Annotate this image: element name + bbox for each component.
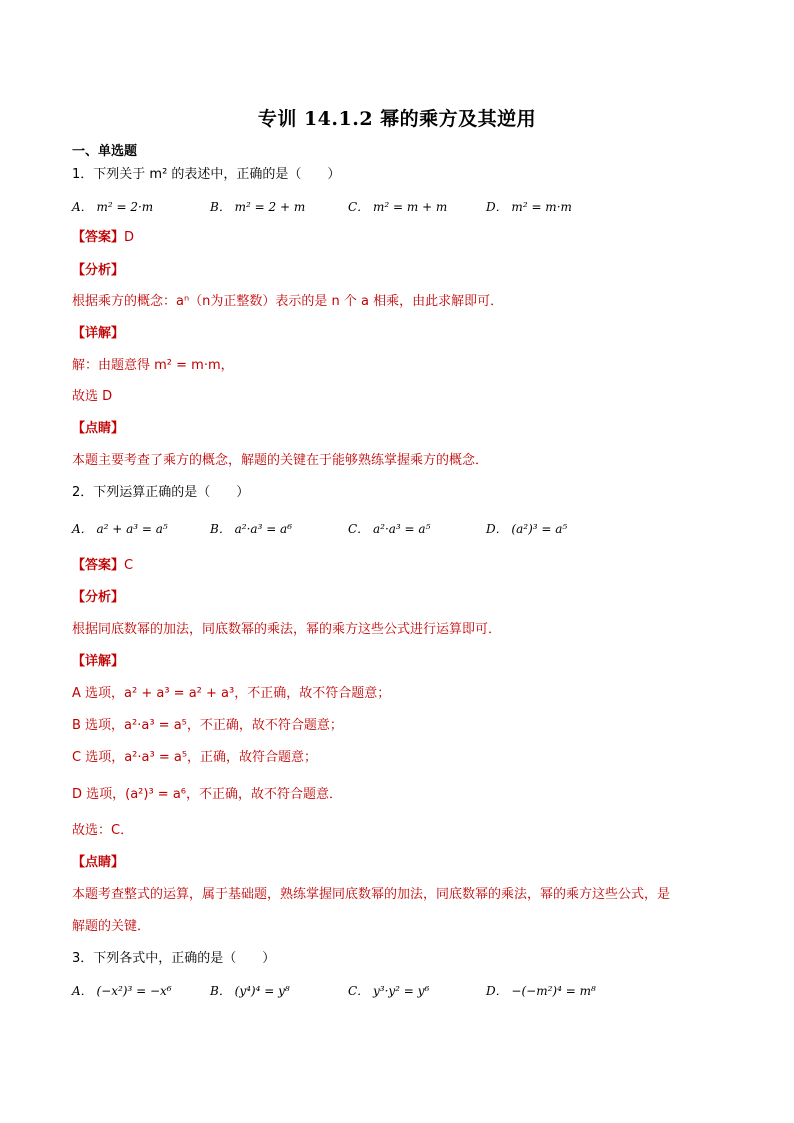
q1-option-b: B． m² = 2 + m: [210, 200, 306, 214]
answer-value: C: [124, 558, 134, 573]
q2-detail-label: 【详解】: [72, 654, 125, 669]
q1-analysis: 根据乘方的概念：aⁿ（n为正整数）表示的是 n 个 a 相乘，由此求解即可．: [72, 294, 504, 309]
q1-detail-2: 故选 D: [72, 389, 113, 404]
q2-option-d: D． (a²)³ = a⁵: [486, 522, 568, 536]
q2-option-c: C． a²·a³ = a⁵: [348, 522, 431, 536]
q2-detail-c: C 选项，a²·a³ = a⁵，正确，故符合题意；: [72, 750, 318, 765]
q2-comment-2: 解题的关键．: [72, 919, 151, 934]
page-title: 专训 14.1.2 幂的乘方及其逆用: [257, 108, 537, 130]
q3-stem: 3．下列各式中，正确的是（ ）: [72, 951, 276, 966]
answer-label: 【答案】: [72, 558, 125, 573]
q1-answer: [72, 229, 134, 247]
section-heading: 一、单选题: [72, 144, 138, 159]
q2-choose: 故选：C．: [72, 823, 134, 838]
q3-option-c: C． y³·y² = y⁶: [348, 984, 430, 998]
q1-comment-label: 【点睛】: [72, 421, 125, 436]
q3-option-d: D． −(−m²)⁴ = m⁸: [486, 984, 596, 998]
q2-detail-d: D 选项，(a²)³ = a⁶，不正确，故不符合题意．: [72, 787, 343, 802]
q2-comment-1: 本题考查整式的运算，属于基础题，熟练掌握同底数幂的加法，同底数幂的乘法，幂的乘方这些公式，是: [72, 887, 671, 902]
q2-option-a: A． a² + a³ = a⁵: [72, 522, 168, 536]
q2-analysis-label: 【分析】: [72, 590, 125, 605]
q2-answer: [72, 557, 133, 575]
q1-stem: 1．下列关于 m² 的表述中，正确的是（ ）: [72, 167, 341, 182]
q2-detail-b: B 选项，a²·a³ = a⁵，不正确，故不符合题意；: [72, 718, 343, 733]
q1-option-c: C． m² = m + m: [348, 200, 448, 214]
q1-option-d: D． m² = m·m: [486, 200, 572, 214]
q1-option-a: A． m² = 2·m: [72, 200, 154, 214]
q3-option-a: A． (−x²)³ = −x⁶: [72, 984, 172, 998]
q3-option-b: B． (y⁴)⁴ = y⁸: [210, 984, 290, 998]
q2-option-b: B． a²·a³ = a⁶: [210, 522, 293, 536]
q1-detail-label: 【详解】: [72, 326, 125, 341]
q1-analysis-label: 【分析】: [72, 263, 125, 278]
q1-detail-1: 解：由题意得 m² = m·m，: [72, 358, 234, 373]
answer-value: D: [124, 230, 135, 245]
q2-comment-label: 【点睛】: [72, 855, 125, 870]
answer-label: 【答案】: [72, 230, 125, 245]
q2-stem: 2．下列运算正确的是（ ）: [72, 485, 250, 500]
q2-analysis: 根据同底数幂的加法，同底数幂的乘法，幂的乘方这些公式进行运算即可．: [72, 622, 502, 637]
q2-detail-a: A 选项，a² + a³ = a² + a³，不正确，故不符合题意；: [72, 686, 391, 701]
q1-comment: 本题主要考查了乘方的概念，解题的关键在于能够熟练掌握乘方的概念．: [72, 453, 489, 468]
